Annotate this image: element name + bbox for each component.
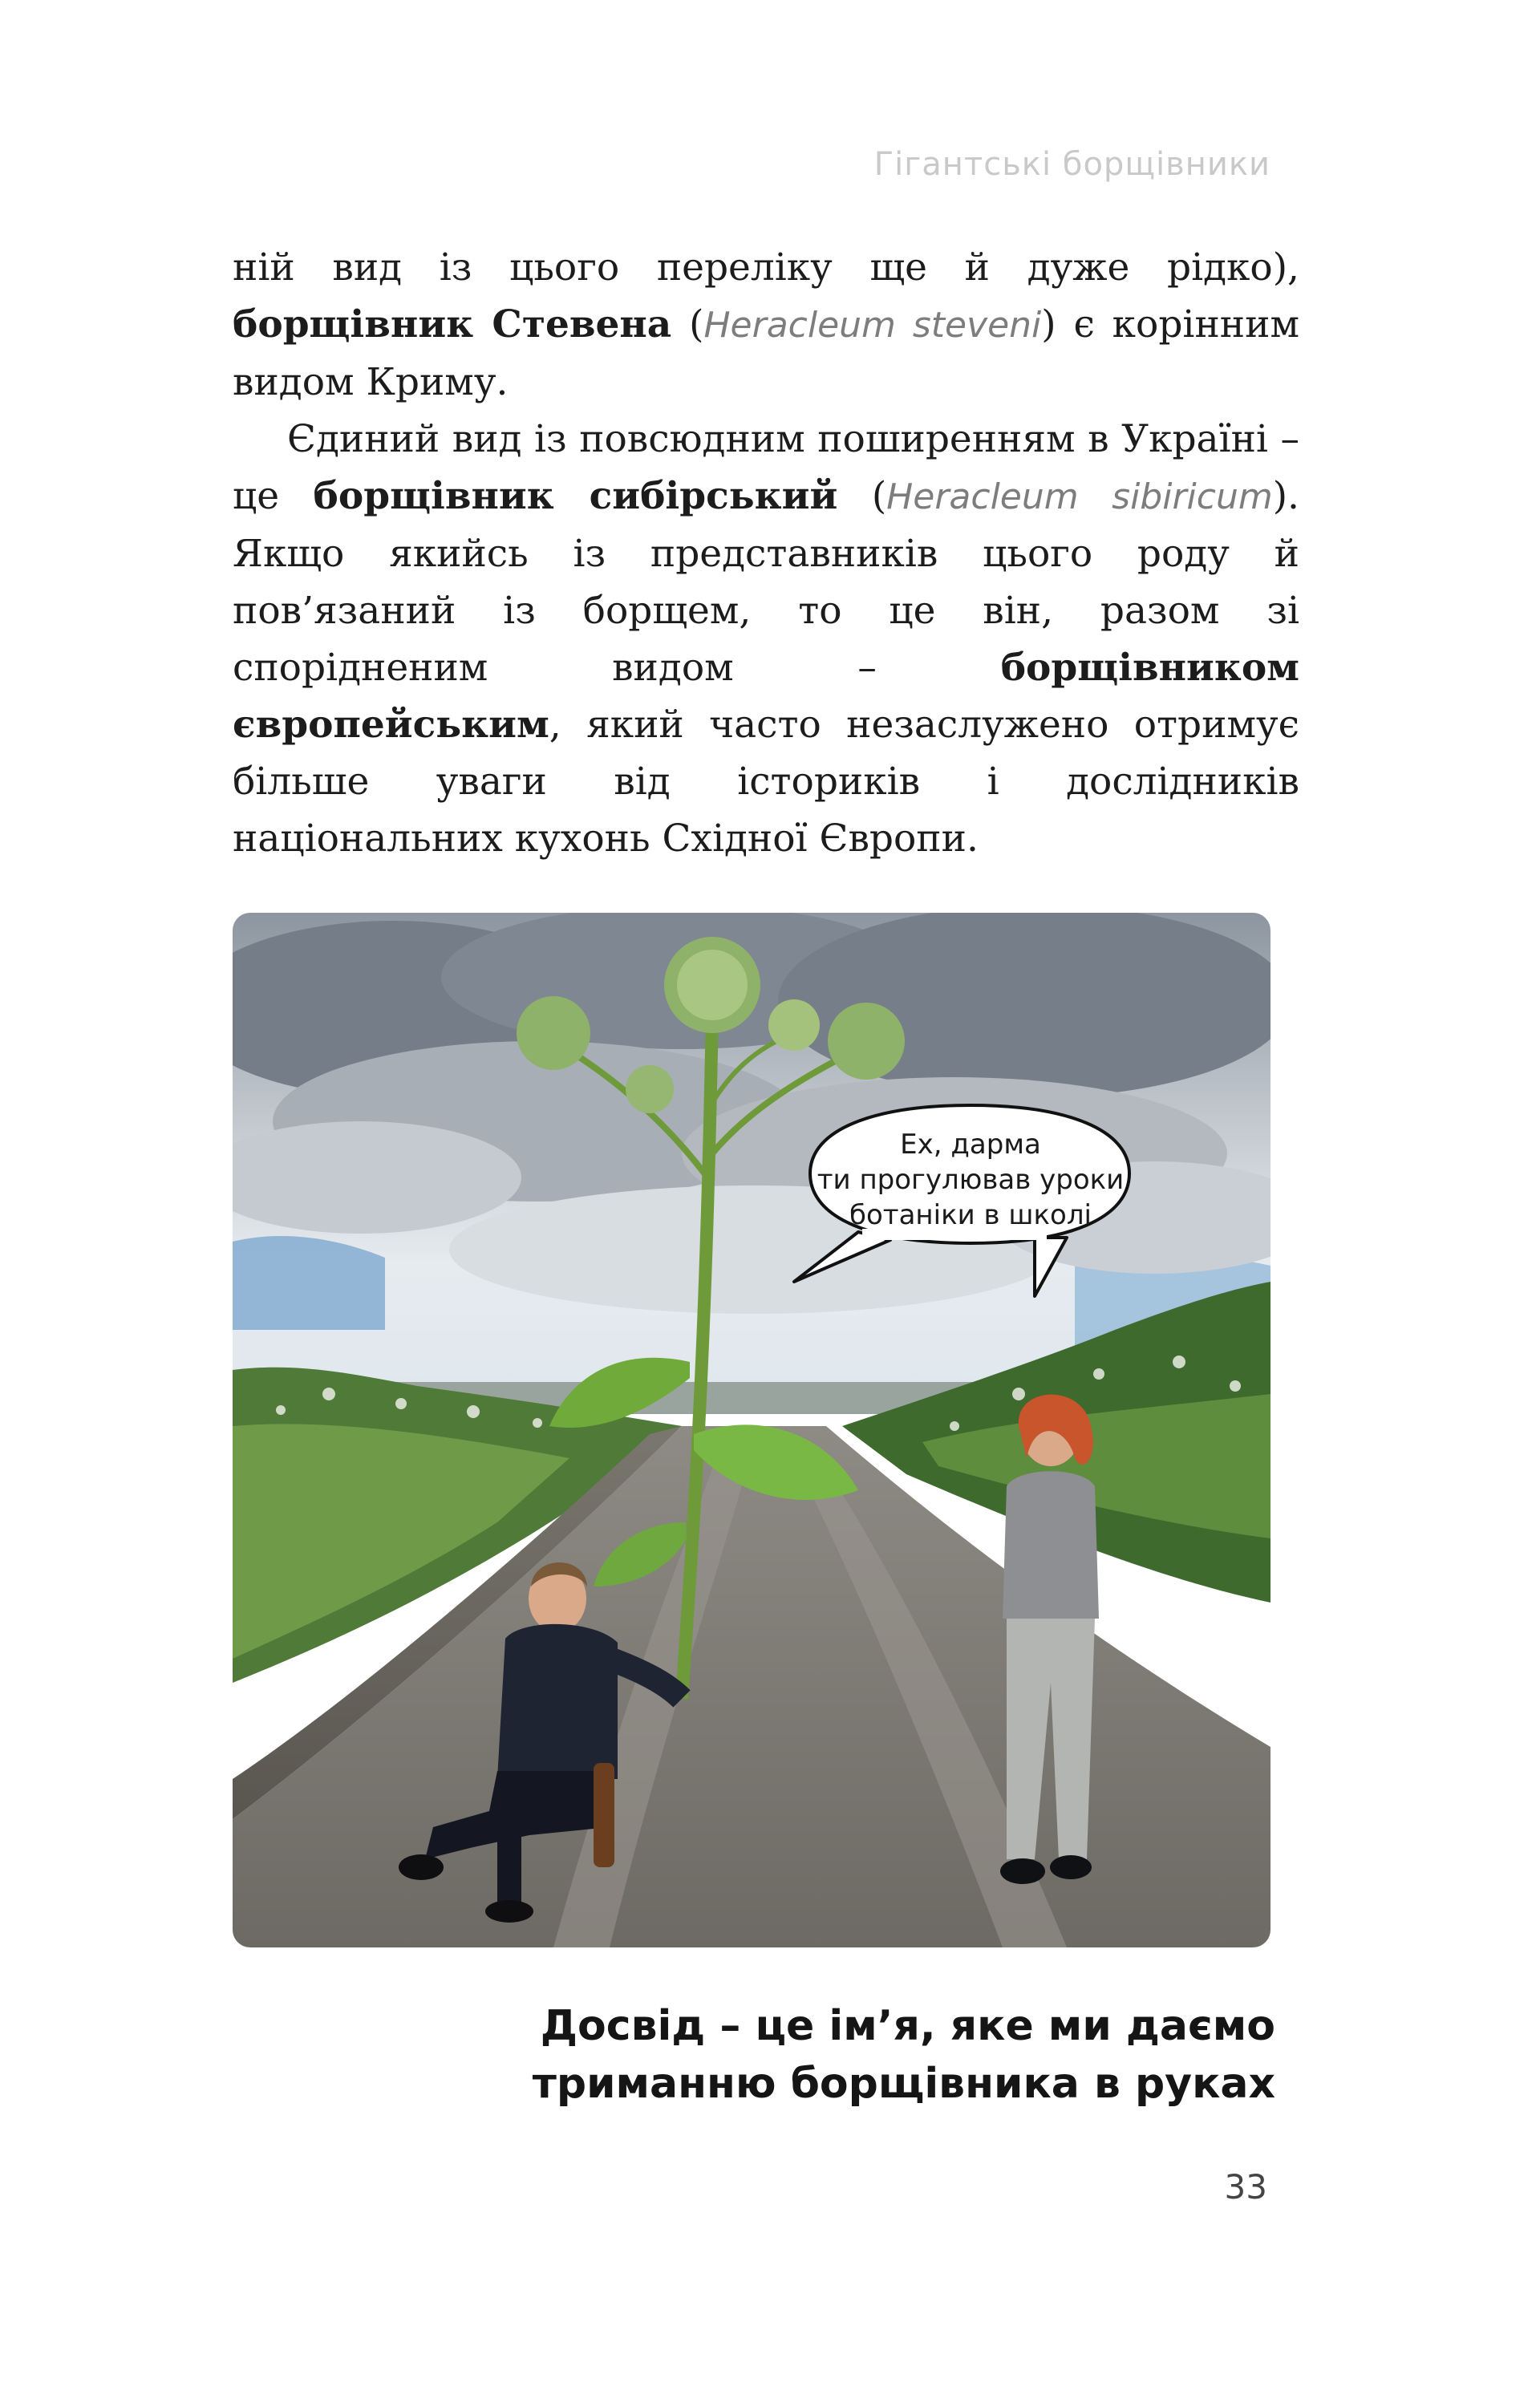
text-run: ( — [671, 302, 704, 346]
text-run: , який часто незаслужено отримує більше уваги від істориків і дослідників національних кухонь Східної Європи. — [233, 703, 1299, 861]
latin-name: Heracleum sibiricum — [886, 476, 1273, 517]
bold-term: борщівник сибірський — [313, 474, 838, 518]
text-run: Єдиний вид із повсюдним поширенням в Україні – це — [233, 417, 1299, 518]
text-run: ній вид із цього переліку ще й дуже рідко), — [233, 245, 1299, 290]
bold-term: борщівник Стевена — [233, 302, 672, 346]
text-run: ). Якщо якийсь із представників цього роду й пов’язаний із борщем, то це він, разом зі спорідненим видом – — [233, 474, 1299, 690]
text-run: ( — [837, 474, 887, 518]
running-header: Гігантські борщівники — [873, 146, 1270, 183]
caption-line-2: триманню борщівника в руках — [532, 2060, 1275, 2108]
page-number: 33 — [1224, 2167, 1267, 2207]
paragraph-1 — [233, 239, 1299, 411]
photo-caption — [481, 1997, 1275, 2113]
speech-line-1: Ех, дарма — [900, 1129, 1041, 1161]
bold-term: борщівником європейським — [233, 646, 1299, 747]
paragraph-2 — [233, 411, 1299, 867]
body-text — [233, 239, 1299, 867]
photo-giant-hogweed — [233, 913, 1270, 1947]
sky-patch-left — [233, 1236, 385, 1330]
speech-line-2: ти прогулював уроки — [817, 1164, 1125, 1196]
text-run: ) є корінним видом Криму. — [233, 302, 1299, 404]
caption-line-1: Досвід – це ім’я, яке ми даємо — [540, 2002, 1275, 2050]
latin-name: Heracleum steveni — [703, 305, 1042, 346]
speech-line-3: ботаніки в школі — [849, 1199, 1092, 1231]
